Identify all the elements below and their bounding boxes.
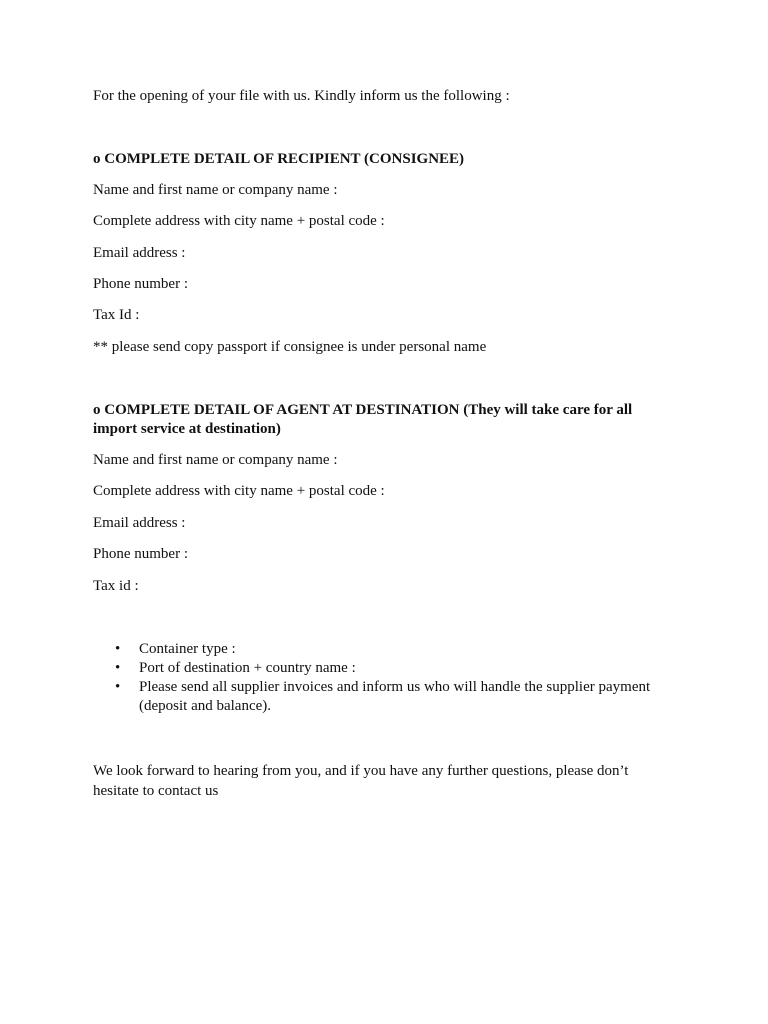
bullet-icon: • [115, 641, 121, 657]
closing-text: We look forward to hearing from you, and if you have any further questions, please don’t hesitate to contact us [93, 763, 629, 799]
agent-email-label: Email address : [93, 515, 186, 531]
list-item [93, 640, 683, 659]
recipient-heading: o COMPLETE DETAIL OF RECIPIENT (CONSIGNEE) [93, 151, 465, 167]
recipient-passport-note: ** please send copy passport if consignee is under personal name [93, 339, 487, 355]
agent-name-label: Name and first name or company name : [93, 452, 338, 468]
intro-text: For the opening of your file with us. Kindly inform us the following : [93, 88, 510, 104]
list-item [93, 678, 683, 716]
recipient-email-label: Email address : [93, 245, 186, 261]
bullet-text-supplier-invoices: Please send all supplier invoices and inform us who will handle the supplier payment (deposit and balance). [139, 679, 651, 714]
recipient-address-label: Complete address with city name + postal code : [93, 213, 385, 229]
bullet-list [93, 640, 683, 716]
agent-tax-label: Tax id : [93, 578, 139, 594]
agent-heading: o COMPLETE DETAIL OF AGENT AT DESTINATION (They will take care for all import service at destination) [93, 402, 633, 437]
recipient-phone-label: Phone number : [93, 276, 188, 292]
bullet-text-container-type: Container type : [139, 641, 236, 657]
recipient-name-label: Name and first name or company name : [93, 182, 338, 198]
list-item [93, 659, 683, 678]
bullet-icon: • [115, 679, 121, 695]
recipient-tax-label: Tax Id : [93, 307, 140, 323]
bullet-text-port-of-destination: Port of destination + country name : [139, 660, 356, 676]
bullet-icon: • [115, 660, 121, 676]
agent-phone-label: Phone number : [93, 546, 188, 562]
agent-address-label: Complete address with city name + postal code : [93, 483, 385, 499]
